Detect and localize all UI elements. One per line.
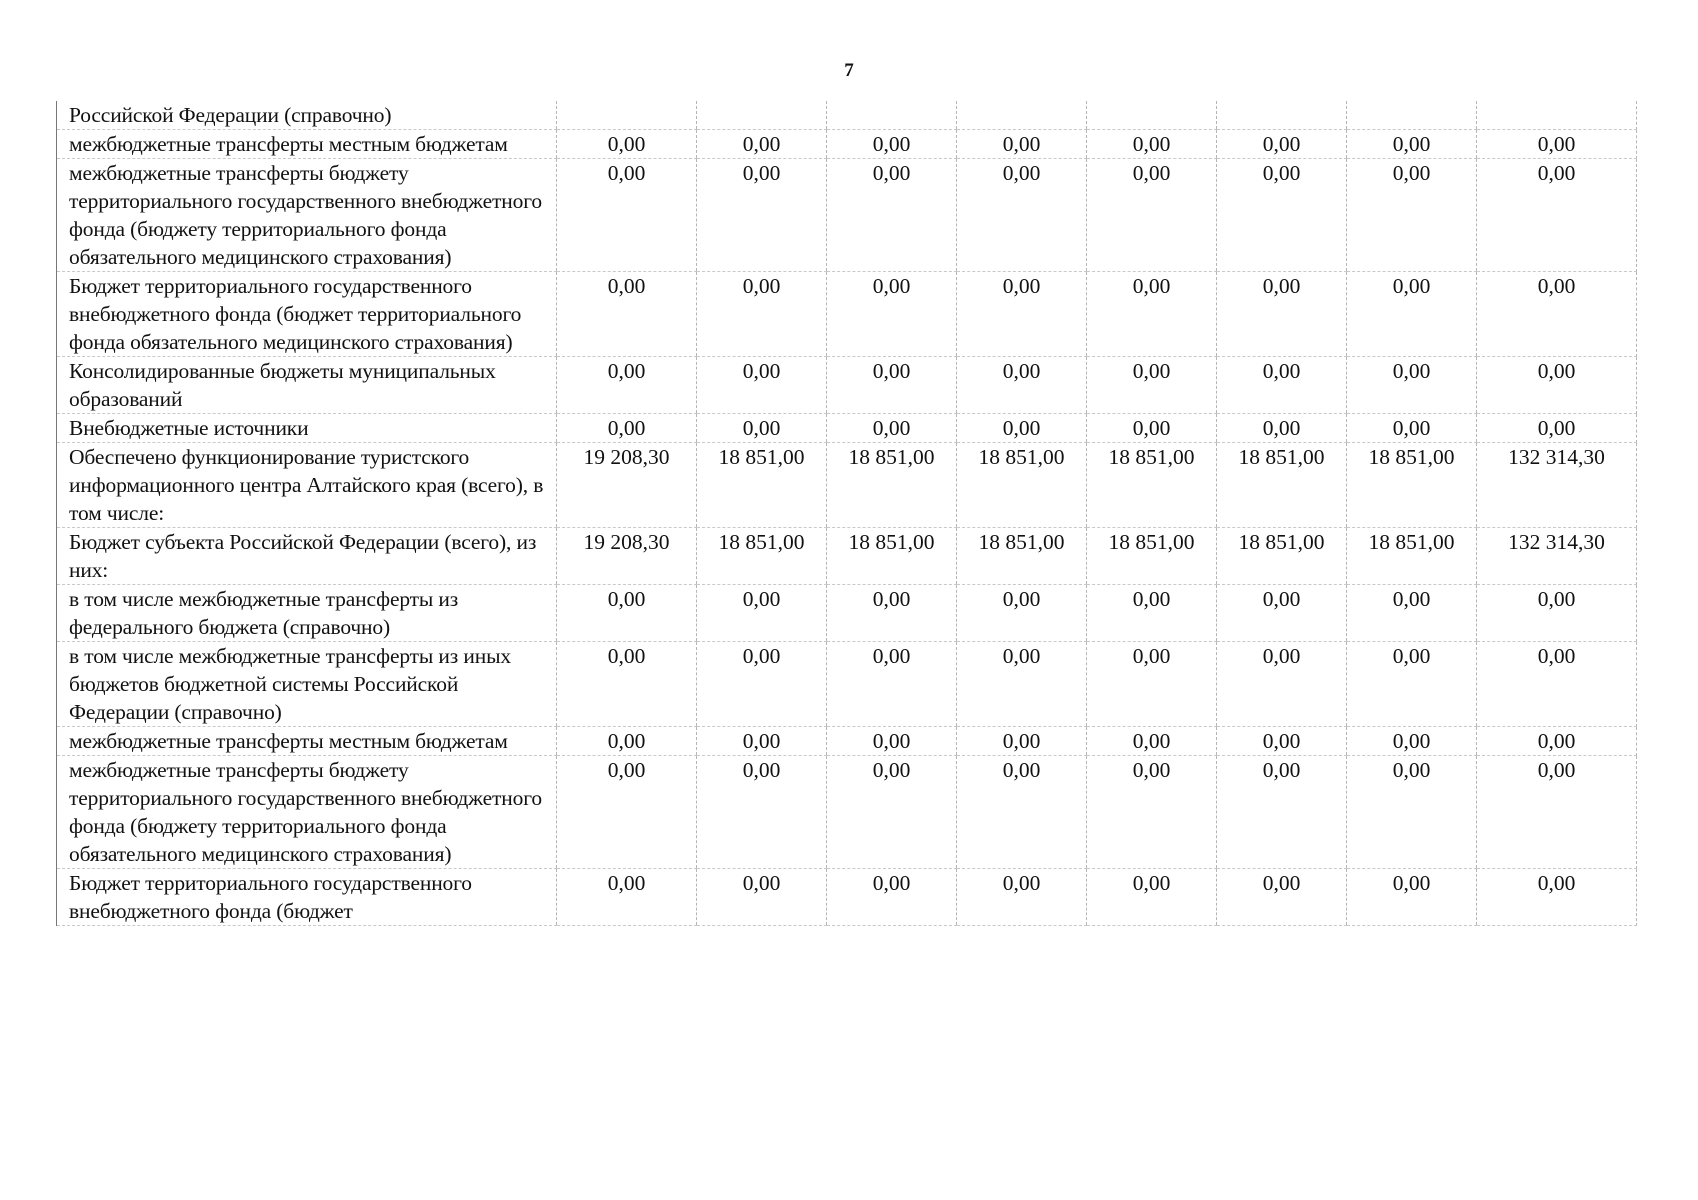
value-cell: 0,00 bbox=[957, 159, 1087, 272]
value-cell: 0,00 bbox=[1217, 756, 1347, 869]
value-cell: 0,00 bbox=[697, 159, 827, 272]
value-cell: 18 851,00 bbox=[827, 528, 957, 585]
value-cell: 0,00 bbox=[1217, 869, 1347, 926]
table-row bbox=[57, 130, 1637, 159]
table-row bbox=[57, 159, 1637, 272]
value-cell: 18 851,00 bbox=[957, 443, 1087, 528]
row-label: Российской Федерации (справочно) bbox=[57, 101, 557, 130]
value-cell: 0,00 bbox=[697, 869, 827, 926]
value-cell bbox=[957, 101, 1087, 130]
row-label: Консолидированные бюджеты муниципальных образований bbox=[57, 357, 557, 414]
row-label: в том числе межбюджетные трансферты из иных бюджетов бюджетной системы Российской Федерации (справочно) bbox=[57, 642, 557, 727]
value-cell: 0,00 bbox=[957, 756, 1087, 869]
value-cell: 0,00 bbox=[827, 869, 957, 926]
value-cell: 0,00 bbox=[1477, 357, 1637, 414]
value-cell: 0,00 bbox=[557, 727, 697, 756]
value-cell: 0,00 bbox=[827, 585, 957, 642]
value-cell bbox=[1347, 101, 1477, 130]
value-cell: 19 208,30 bbox=[557, 443, 697, 528]
table-row bbox=[57, 756, 1637, 869]
value-cell: 0,00 bbox=[1217, 357, 1347, 414]
row-label: Внебюджетные источники bbox=[57, 414, 557, 443]
budget-table bbox=[56, 101, 1637, 926]
value-cell: 18 851,00 bbox=[1217, 528, 1347, 585]
value-cell bbox=[697, 101, 827, 130]
value-cell: 0,00 bbox=[1347, 272, 1477, 357]
row-label: межбюджетные трансферты местным бюджетам bbox=[57, 130, 557, 159]
value-cell: 0,00 bbox=[1347, 585, 1477, 642]
value-cell: 0,00 bbox=[957, 357, 1087, 414]
row-label: Бюджет субъекта Российской Федерации (всего), из них: bbox=[57, 528, 557, 585]
value-cell: 0,00 bbox=[1087, 585, 1217, 642]
value-cell: 0,00 bbox=[697, 756, 827, 869]
value-cell: 0,00 bbox=[1087, 727, 1217, 756]
value-cell: 0,00 bbox=[557, 414, 697, 443]
value-cell: 0,00 bbox=[827, 272, 957, 357]
value-cell: 0,00 bbox=[557, 756, 697, 869]
value-cell: 0,00 bbox=[827, 642, 957, 727]
value-cell: 0,00 bbox=[1477, 159, 1637, 272]
value-cell: 0,00 bbox=[1087, 130, 1217, 159]
value-cell: 0,00 bbox=[957, 642, 1087, 727]
value-cell: 0,00 bbox=[557, 272, 697, 357]
value-cell: 132 314,30 bbox=[1477, 443, 1637, 528]
table-row bbox=[57, 869, 1637, 926]
value-cell bbox=[827, 101, 957, 130]
value-cell: 0,00 bbox=[557, 159, 697, 272]
value-cell: 0,00 bbox=[697, 727, 827, 756]
value-cell: 0,00 bbox=[1477, 130, 1637, 159]
value-cell: 0,00 bbox=[1217, 272, 1347, 357]
value-cell: 0,00 bbox=[697, 414, 827, 443]
value-cell: 0,00 bbox=[1087, 756, 1217, 869]
value-cell: 0,00 bbox=[697, 272, 827, 357]
value-cell: 0,00 bbox=[1217, 727, 1347, 756]
value-cell: 0,00 bbox=[827, 130, 957, 159]
value-cell: 0,00 bbox=[827, 159, 957, 272]
value-cell: 0,00 bbox=[697, 585, 827, 642]
value-cell: 0,00 bbox=[1347, 869, 1477, 926]
value-cell: 0,00 bbox=[697, 130, 827, 159]
table-row bbox=[57, 272, 1637, 357]
value-cell: 0,00 bbox=[557, 642, 697, 727]
value-cell: 18 851,00 bbox=[697, 443, 827, 528]
row-label: межбюджетные трансферты бюджету территориального государственного внебюджетного фонда (бюджету территориального фонда обязательного медицинского страхования) bbox=[57, 159, 557, 272]
table-row bbox=[57, 414, 1637, 443]
value-cell: 0,00 bbox=[1477, 585, 1637, 642]
row-label: межбюджетные трансферты местным бюджетам bbox=[57, 727, 557, 756]
value-cell bbox=[1477, 101, 1637, 130]
table-row bbox=[57, 443, 1637, 528]
value-cell: 0,00 bbox=[827, 357, 957, 414]
value-cell: 0,00 bbox=[1087, 414, 1217, 443]
value-cell: 0,00 bbox=[1087, 642, 1217, 727]
value-cell: 0,00 bbox=[1347, 357, 1477, 414]
value-cell: 0,00 bbox=[1217, 414, 1347, 443]
value-cell: 0,00 bbox=[1087, 869, 1217, 926]
value-cell: 0,00 bbox=[1087, 159, 1217, 272]
value-cell: 0,00 bbox=[557, 130, 697, 159]
value-cell: 18 851,00 bbox=[1217, 443, 1347, 528]
value-cell: 0,00 bbox=[1347, 756, 1477, 869]
value-cell: 18 851,00 bbox=[1347, 528, 1477, 585]
value-cell: 0,00 bbox=[1477, 869, 1637, 926]
value-cell: 0,00 bbox=[557, 357, 697, 414]
value-cell: 18 851,00 bbox=[1347, 443, 1477, 528]
value-cell: 0,00 bbox=[1217, 159, 1347, 272]
value-cell: 0,00 bbox=[957, 130, 1087, 159]
table-row bbox=[57, 528, 1637, 585]
value-cell: 0,00 bbox=[1087, 272, 1217, 357]
value-cell: 0,00 bbox=[557, 869, 697, 926]
value-cell: 0,00 bbox=[1217, 642, 1347, 727]
page-number: 7 bbox=[844, 60, 854, 81]
value-cell: 0,00 bbox=[827, 414, 957, 443]
value-cell: 0,00 bbox=[1477, 727, 1637, 756]
value-cell: 0,00 bbox=[827, 727, 957, 756]
table-row bbox=[57, 585, 1637, 642]
row-label: Обеспечено функционирование туристского информационного центра Алтайского края (всего), в том числе: bbox=[57, 443, 557, 528]
value-cell: 0,00 bbox=[1347, 642, 1477, 727]
value-cell: 0,00 bbox=[1477, 272, 1637, 357]
table-row bbox=[57, 642, 1637, 727]
table-row bbox=[57, 727, 1637, 756]
value-cell: 18 851,00 bbox=[957, 528, 1087, 585]
value-cell: 0,00 bbox=[1347, 130, 1477, 159]
value-cell: 0,00 bbox=[1477, 414, 1637, 443]
value-cell: 0,00 bbox=[697, 642, 827, 727]
value-cell: 0,00 bbox=[827, 756, 957, 869]
value-cell: 0,00 bbox=[1217, 130, 1347, 159]
row-label: Бюджет территориального государственного внебюджетного фонда (бюджет bbox=[57, 869, 557, 926]
value-cell: 132 314,30 bbox=[1477, 528, 1637, 585]
value-cell: 18 851,00 bbox=[1087, 528, 1217, 585]
value-cell: 0,00 bbox=[1087, 357, 1217, 414]
row-label: Бюджет территориального государственного внебюджетного фонда (бюджет территориального фонда обязательного медицинского страхования) bbox=[57, 272, 557, 357]
value-cell: 0,00 bbox=[1347, 727, 1477, 756]
value-cell: 18 851,00 bbox=[1087, 443, 1217, 528]
row-label: в том числе межбюджетные трансферты из федерального бюджета (справочно) bbox=[57, 585, 557, 642]
value-cell bbox=[557, 101, 697, 130]
value-cell bbox=[1087, 101, 1217, 130]
value-cell: 0,00 bbox=[1477, 642, 1637, 727]
value-cell: 0,00 bbox=[1217, 585, 1347, 642]
value-cell: 0,00 bbox=[957, 727, 1087, 756]
value-cell: 0,00 bbox=[957, 272, 1087, 357]
table-row bbox=[57, 101, 1637, 130]
value-cell: 0,00 bbox=[1477, 756, 1637, 869]
value-cell: 18 851,00 bbox=[697, 528, 827, 585]
value-cell: 0,00 bbox=[557, 585, 697, 642]
value-cell bbox=[1217, 101, 1347, 130]
table-body bbox=[57, 101, 1637, 926]
value-cell: 0,00 bbox=[1347, 159, 1477, 272]
table-row bbox=[57, 357, 1637, 414]
row-label: межбюджетные трансферты бюджету территориального государственного внебюджетного фонда (бюджету территориального фонда обязательного медицинского страхования) bbox=[57, 756, 557, 869]
value-cell: 18 851,00 bbox=[827, 443, 957, 528]
value-cell: 0,00 bbox=[957, 414, 1087, 443]
value-cell: 0,00 bbox=[697, 357, 827, 414]
value-cell: 0,00 bbox=[957, 869, 1087, 926]
value-cell: 0,00 bbox=[1347, 414, 1477, 443]
value-cell: 0,00 bbox=[957, 585, 1087, 642]
value-cell: 19 208,30 bbox=[557, 528, 697, 585]
